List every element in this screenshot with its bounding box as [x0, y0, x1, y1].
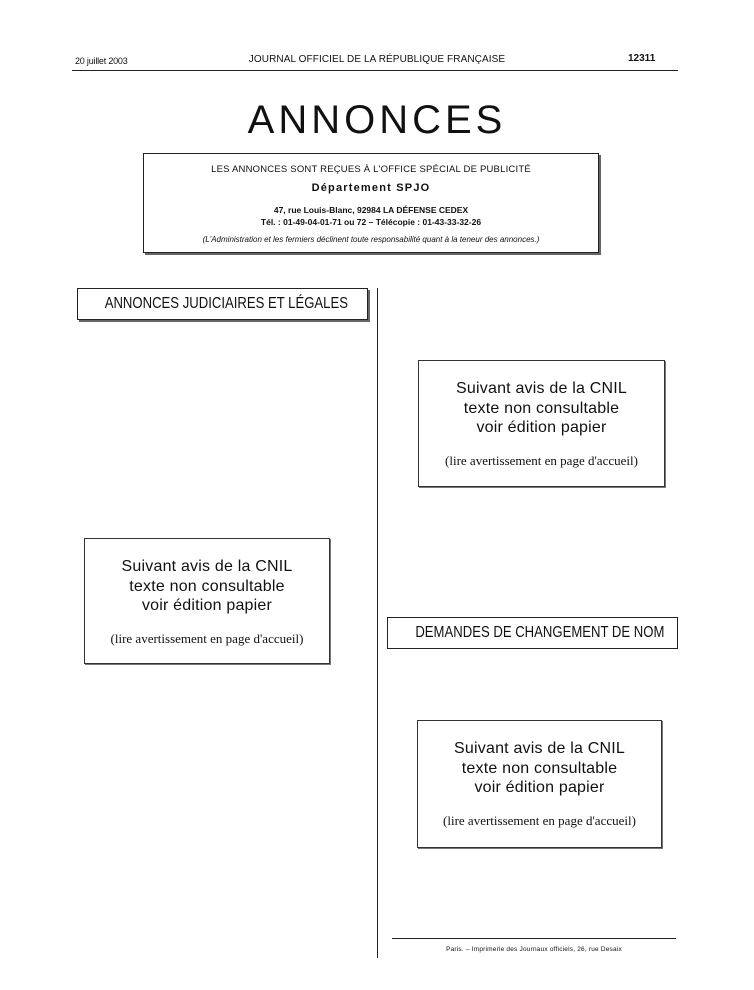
notice-line: texte non consultable: [463, 400, 620, 417]
journal-title: JOURNAL OFFICIEL DE LA RÉPUBLIQUE FRANÇAISE: [248, 54, 506, 65]
notice-note: (lire avertissement en page d'accueil): [443, 813, 636, 828]
notice-line: voir édition papier: [476, 419, 607, 436]
office-address: 47, rue Louis-Blanc, 92984 LA DÉFENSE CEDEX: [273, 205, 469, 215]
notice-line: texte non consultable: [129, 578, 285, 595]
column-divider: [377, 288, 378, 958]
printer-imprint: Paris. – Imprimerie des Journaux officiels, 26, rue Desaix: [446, 946, 622, 953]
notice-line: voir édition papier: [474, 779, 605, 796]
header-rule: [72, 70, 678, 71]
notice-line: Suivant avis de la CNIL: [121, 558, 293, 575]
section-header-judiciaires: [77, 288, 368, 320]
notice-note: (lire avertissement en page d'accueil): [110, 631, 304, 646]
notice-line: voir édition papier: [141, 597, 273, 614]
office-info-box: [143, 153, 599, 253]
notice-line: texte non consultable: [461, 760, 618, 777]
office-phones: Tél. : 01-49-04-01-71 ou 72 – Télécopie : 01-43-33-32-26: [260, 217, 482, 227]
header-date: 20 juillet 2003: [75, 56, 128, 66]
cnil-notice-box: [417, 720, 662, 848]
notice-line: Suivant avis de la CNIL: [456, 380, 627, 397]
notice-note: (lire avertissement en page d'accueil): [445, 453, 638, 468]
notice-line: Suivant avis de la CNIL: [454, 740, 625, 757]
office-disclaimer: (L'Administration et les fermiers déclinent toute responsabilité quant à la teneur des annonces.): [202, 235, 540, 244]
page-title: ANNONCES: [247, 98, 507, 142]
section-header-changement-nom: [387, 617, 678, 649]
footer-rule: [392, 938, 676, 939]
office-intro: LES ANNONCES SONT REÇUES À L'OFFICE SPÉCIAL DE PUBLICITÉ: [211, 164, 531, 175]
cnil-notice-box: [84, 538, 330, 664]
section-label-judiciaires: ANNONCES JUDICIAIRES ET LÉGALES: [104, 295, 348, 312]
section-label-changement-nom: DEMANDES DE CHANGEMENT DE NOM: [415, 624, 665, 641]
cnil-notice-box: [418, 360, 665, 487]
office-department: Département SPJO: [311, 182, 431, 194]
page-number: 12311: [628, 53, 656, 64]
